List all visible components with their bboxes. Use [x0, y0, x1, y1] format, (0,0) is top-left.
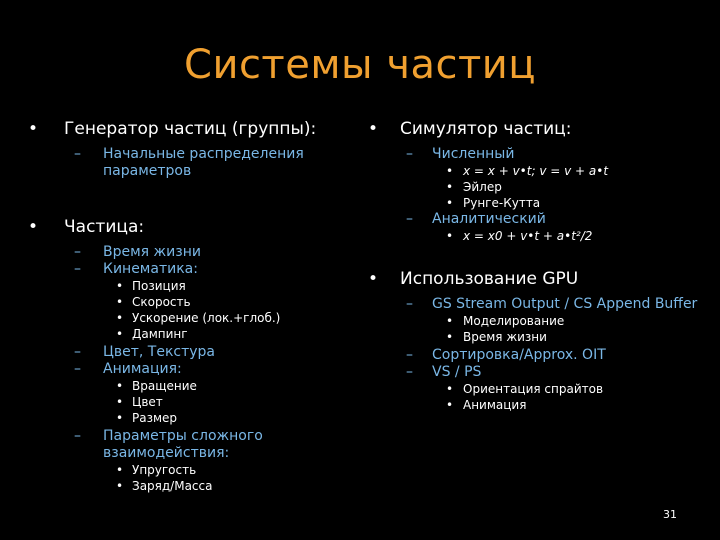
item-analytic-formula [368, 228, 708, 244]
bullet-dot-icon: • [446, 382, 454, 396]
bullet-dot-icon: • [116, 411, 124, 425]
item-rotation [28, 378, 358, 394]
dash-icon: – [74, 261, 81, 277]
item-modeling [368, 313, 708, 329]
elasticity-text: Упругость [132, 463, 197, 477]
subbullet-gs-stream [368, 296, 708, 313]
subbullet-numeric [368, 146, 708, 163]
bullet-dot-icon: • [116, 379, 124, 393]
simulator-label: Симулятор частиц: [400, 119, 572, 139]
damping-text: Дампинг [132, 327, 188, 341]
item-charge-mass [28, 478, 358, 494]
bullet-dot-icon: • [116, 327, 124, 341]
particle-label: Частица: [64, 217, 145, 237]
item-sprite-orientation [368, 381, 708, 397]
dash-icon: – [406, 347, 413, 363]
item-gpu-animation [368, 397, 708, 413]
gs-stream-text: GS Stream Output / CS Append Buffer [432, 296, 698, 312]
modeling-text: Моделирование [463, 314, 565, 328]
item-damping [28, 326, 358, 342]
bullet-dot-icon: • [116, 395, 124, 409]
bullet-dot-icon: • [368, 269, 379, 289]
animation-text: Анимация: [103, 361, 182, 377]
color-texture-text: Цвет, Текстура [103, 344, 216, 360]
subbullet-sort [368, 347, 708, 364]
subbullet-analytic [368, 211, 708, 228]
lifetime-text: Время жизни [103, 244, 201, 260]
sprite-orientation-text: Ориентация спрайтов [463, 382, 604, 396]
runge-kutta-text: Рунге-Кутта [463, 196, 541, 210]
dash-icon: – [74, 428, 81, 444]
left-column [28, 118, 358, 494]
item-euler-formula [368, 163, 708, 179]
rotation-text: Вращение [132, 379, 197, 393]
bullet-dot-icon: • [368, 119, 379, 139]
bullet-dot-icon: • [28, 119, 39, 139]
vs-ps-text: VS / PS [432, 364, 482, 380]
subbullet-vs-ps [368, 364, 708, 381]
gpu-lifetime-text: Время жизни [463, 330, 547, 344]
subbullet-initial-distributions [28, 146, 358, 180]
bullet-dot-icon: • [116, 479, 124, 493]
subbullet-animation [28, 361, 358, 378]
bullet-generator [28, 118, 358, 140]
bullet-dot-icon: • [446, 398, 454, 412]
bullet-dot-icon: • [116, 311, 124, 325]
gpu-animation-text: Анимация [463, 398, 527, 412]
item-velocity [28, 294, 358, 310]
dash-icon: – [406, 146, 413, 162]
euler-formula-text: x = x + v•t; v = v + a•t [463, 164, 609, 178]
item-color [28, 394, 358, 410]
bullet-particle [28, 216, 358, 238]
bullet-dot-icon: • [446, 229, 454, 243]
item-euler [368, 179, 708, 195]
euler-text: Эйлер [463, 180, 502, 194]
dash-icon: – [406, 296, 413, 312]
bullet-dot-icon: • [28, 217, 39, 237]
position-text: Позиция [132, 279, 186, 293]
bullet-dot-icon: • [446, 314, 454, 328]
bullet-dot-icon: • [446, 196, 454, 210]
subbullet-color-texture [28, 344, 358, 361]
gpu-label: Использование GPU [400, 269, 579, 289]
bullet-dot-icon: • [446, 180, 454, 194]
bullet-dot-icon: • [116, 463, 124, 477]
sort-text: Сортировка/Approx. OIT [432, 347, 606, 363]
acceleration-text: Ускорение (лок.+глоб.) [132, 311, 281, 325]
size-text: Размер [132, 411, 178, 425]
velocity-text: Скорость [132, 295, 191, 309]
bullet-dot-icon: • [446, 330, 454, 344]
analytic-formula-text: x = x0 + v•t + a•t²/2 [463, 229, 593, 243]
subbullet-kinematics [28, 261, 358, 278]
bullet-dot-icon: • [446, 164, 454, 178]
charge-mass-text: Заряд/Масса [132, 479, 213, 493]
initial-distributions-text: Начальные распределения параметров [103, 146, 304, 179]
kinematics-text: Кинематика: [103, 261, 198, 277]
numeric-text: Численный [432, 146, 515, 162]
page-number: 31 [663, 508, 677, 521]
item-runge-kutta [368, 195, 708, 211]
item-position [28, 278, 358, 294]
bullet-gpu [368, 268, 708, 290]
slide-title: Системы частиц [184, 42, 536, 88]
color-text: Цвет [132, 395, 163, 409]
bullet-simulator [368, 118, 708, 140]
subbullet-lifetime [28, 244, 358, 261]
analytic-text: Аналитический [432, 211, 546, 227]
bullet-dot-icon: • [116, 279, 124, 293]
dash-icon: – [74, 361, 81, 377]
generator-label: Генератор частиц (группы): [64, 119, 317, 139]
dash-icon: – [74, 146, 81, 162]
item-elasticity [28, 462, 358, 478]
dash-icon: – [74, 244, 81, 260]
right-column [368, 118, 708, 413]
dash-icon: – [406, 211, 413, 227]
item-acceleration [28, 310, 358, 326]
subbullet-complex-params [28, 428, 358, 462]
dash-icon: – [74, 344, 81, 360]
complex-params-text: Параметры сложного взаимодействия: [103, 428, 263, 461]
bullet-dot-icon: • [116, 295, 124, 309]
item-size [28, 410, 358, 426]
dash-icon: – [406, 364, 413, 380]
item-gpu-lifetime [368, 329, 708, 345]
